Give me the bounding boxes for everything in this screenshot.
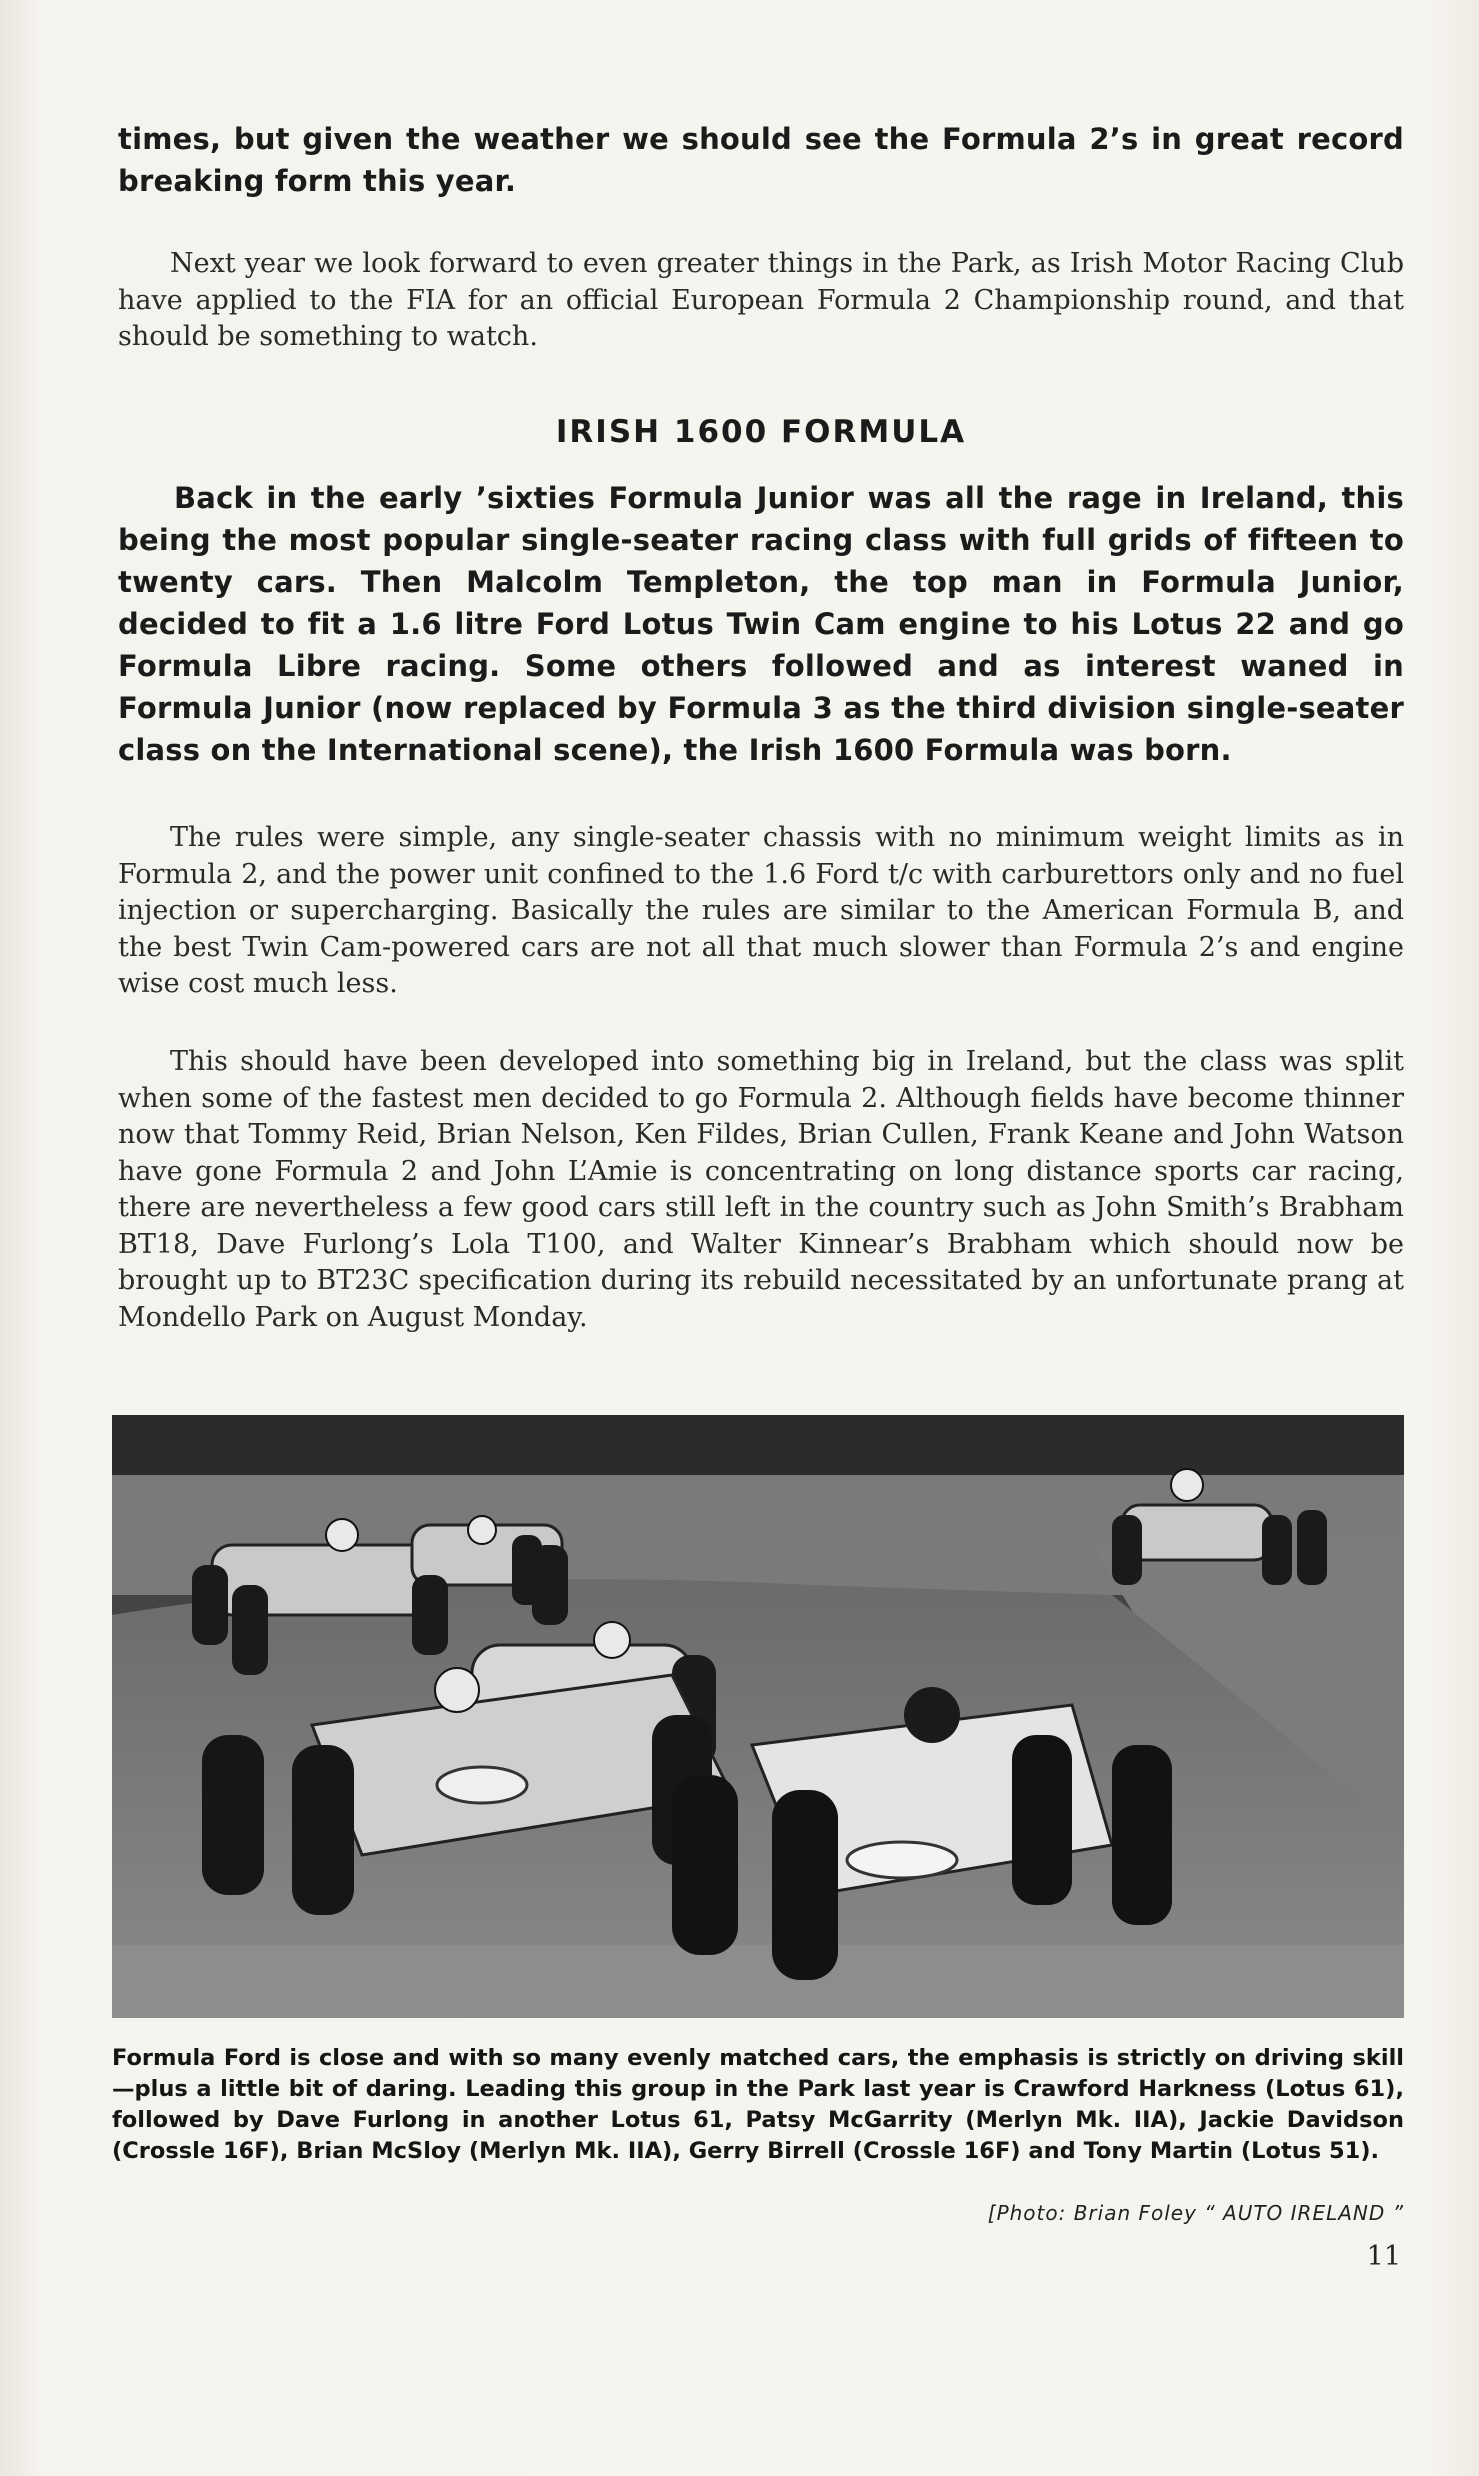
next-year-block (118, 246, 1404, 356)
race-photo-illustration (112, 1415, 1404, 2018)
intro-paragraph-block (118, 118, 1404, 202)
section-heading: IRISH 1600 FORMULA (555, 414, 967, 450)
page-number: 11 (1366, 2241, 1401, 2272)
class-paragraph-block (118, 1044, 1404, 1336)
photo-caption: Formula Ford is close and with so many evenly matched cars, the emphasis is strictly on driving skill—plus a little bit of daring. Leading this group in the Park last year is Crawford Harkness (Lotus 61), followed by Dave Furlong in another Lotus 61, Patsy McGarrity (Merlyn Mk. IIA), Jackie Davidson (Crossle 16F), Brian McSloy (Merlyn Mk. IIA), Gerry Birrell (Crossle 16F) and Tony Martin (Lotus 51). (112, 2045, 1404, 2164)
intro-paragraph: times, but given the weather we should see the Formula 2’s in great record breaking form this year. (118, 122, 1404, 198)
class-split-paragraph: This should have been developed into something big in Ireland, but the class was split when some of the fastest men decided to go Formula 2. Although fields have become thinner now that Tommy Reid, Brian Nelson, Ken Fildes, Brian Cullen, Frank Keane and John Watson have gone Formula 2 and John L’Amie is concentrating on long distance sports car racing, there are nevertheless a few good cars still left in the country such as John Smith’s Brabham BT18, Dave Furlong’s Lola T100, and Walter Kinnear’s Brabham which should now be brought up to BT23C specification during its rebuild necessitated by an unfortunate prang at Mondello Park on August Monday. (118, 1046, 1404, 1333)
photo-credit: [Photo: Brian Foley “ AUTO IRELAND ” (987, 2201, 1404, 2225)
lead-paragraph: Back in the early ’sixties Formula Junior was all the rage in Ireland, this being the most popular single-seater racing class with full grids of fifteen to twenty cars. Then Malcolm Templeton, the top man in Formula Junior, decided to fit a 1.6 litre Ford Lotus Twin Cam engine to his Lotus 22 and go Formula Libre racing. Some others followed and as interest waned in Formula Junior (now replaced by Formula 3 as the third division single-seater class on the International scene), the Irish 1600 Formula was born. (118, 481, 1404, 767)
lead-paragraph-block (118, 477, 1404, 771)
race-photo (112, 1415, 1404, 2018)
rules-paragraph-block (118, 820, 1404, 1003)
rules-paragraph: The rules were simple, any single-seater chassis with no minimum weight limits as in Formula 2, and the power unit confined to the 1.6 Ford t/c with carburettors only and no fuel injection or supercharging. Basically the rules are similar to the American Formula B, and the best Twin Cam-powered cars are not all that much slower than Formula 2’s and engine wise cost much less. (118, 822, 1404, 999)
next-year-paragraph: Next year we look forward to even greater things in the Park, as Irish Motor Racing Club have applied to the FIA for an official European Formula 2 Championship round, and that should be something to watch. (118, 248, 1404, 352)
